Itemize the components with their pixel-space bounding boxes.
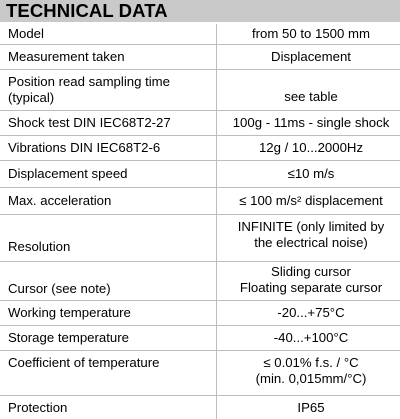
table-row <box>0 136 400 161</box>
spec-value: from 50 to 1500 mm <box>251 26 370 41</box>
spec-value: INFINITE (only limited by the electrical noise) <box>237 219 385 250</box>
spec-value: 12g / 10...2000Hz <box>258 140 364 155</box>
spec-value: ≤10 m/s <box>287 166 335 181</box>
spec-label: Working temperature <box>8 305 131 320</box>
spec-label: Max. acceleration <box>8 193 112 208</box>
spec-value: -40...+100°C <box>273 330 349 345</box>
table-row <box>0 301 400 326</box>
spec-value: Displacement <box>271 49 351 64</box>
spec-label: Cursor (see note) <box>8 281 111 296</box>
spec-label: Protection <box>8 399 68 415</box>
table-row <box>0 262 400 301</box>
spec-label: Coefficient of temperature <box>8 355 160 370</box>
spec-label: Position read sampling time (typical) <box>8 74 170 105</box>
spec-value: -20...+75°C <box>277 305 345 320</box>
spec-value: ≤ 100 m/s² displacement <box>239 193 383 208</box>
spec-label: Measurement taken <box>8 49 125 64</box>
spec-label: Model <box>8 26 44 41</box>
spec-label: Displacement speed <box>8 166 128 181</box>
spec-label: Storage temperature <box>8 330 129 345</box>
spec-value: Sliding cursor Floating separate cursor <box>239 264 383 295</box>
spec-table <box>0 24 400 419</box>
table-row <box>0 70 400 111</box>
table-row <box>0 326 400 351</box>
table-row <box>0 215 400 262</box>
spec-value: IP65 <box>297 399 325 415</box>
table-row <box>0 396 400 419</box>
table-row <box>0 188 400 215</box>
table-row <box>0 24 400 45</box>
table-row <box>0 111 400 136</box>
table-row <box>0 351 400 396</box>
spec-label: Shock test DIN IEC68T2-27 <box>8 115 171 130</box>
spec-value: ≤ 0.01% f.s. / °C (min. 0,015mm/°C) <box>255 355 367 386</box>
spec-label: Vibrations DIN IEC68T2-6 <box>8 140 161 155</box>
header-bar <box>0 0 400 22</box>
spec-value: see table <box>284 89 338 104</box>
table-row <box>0 161 400 188</box>
section-title: TECHNICAL DATA <box>6 0 168 21</box>
spec-label: Resolution <box>8 239 71 254</box>
spec-value: 100g - 11ms - single shock <box>232 115 390 130</box>
table-row <box>0 45 400 70</box>
